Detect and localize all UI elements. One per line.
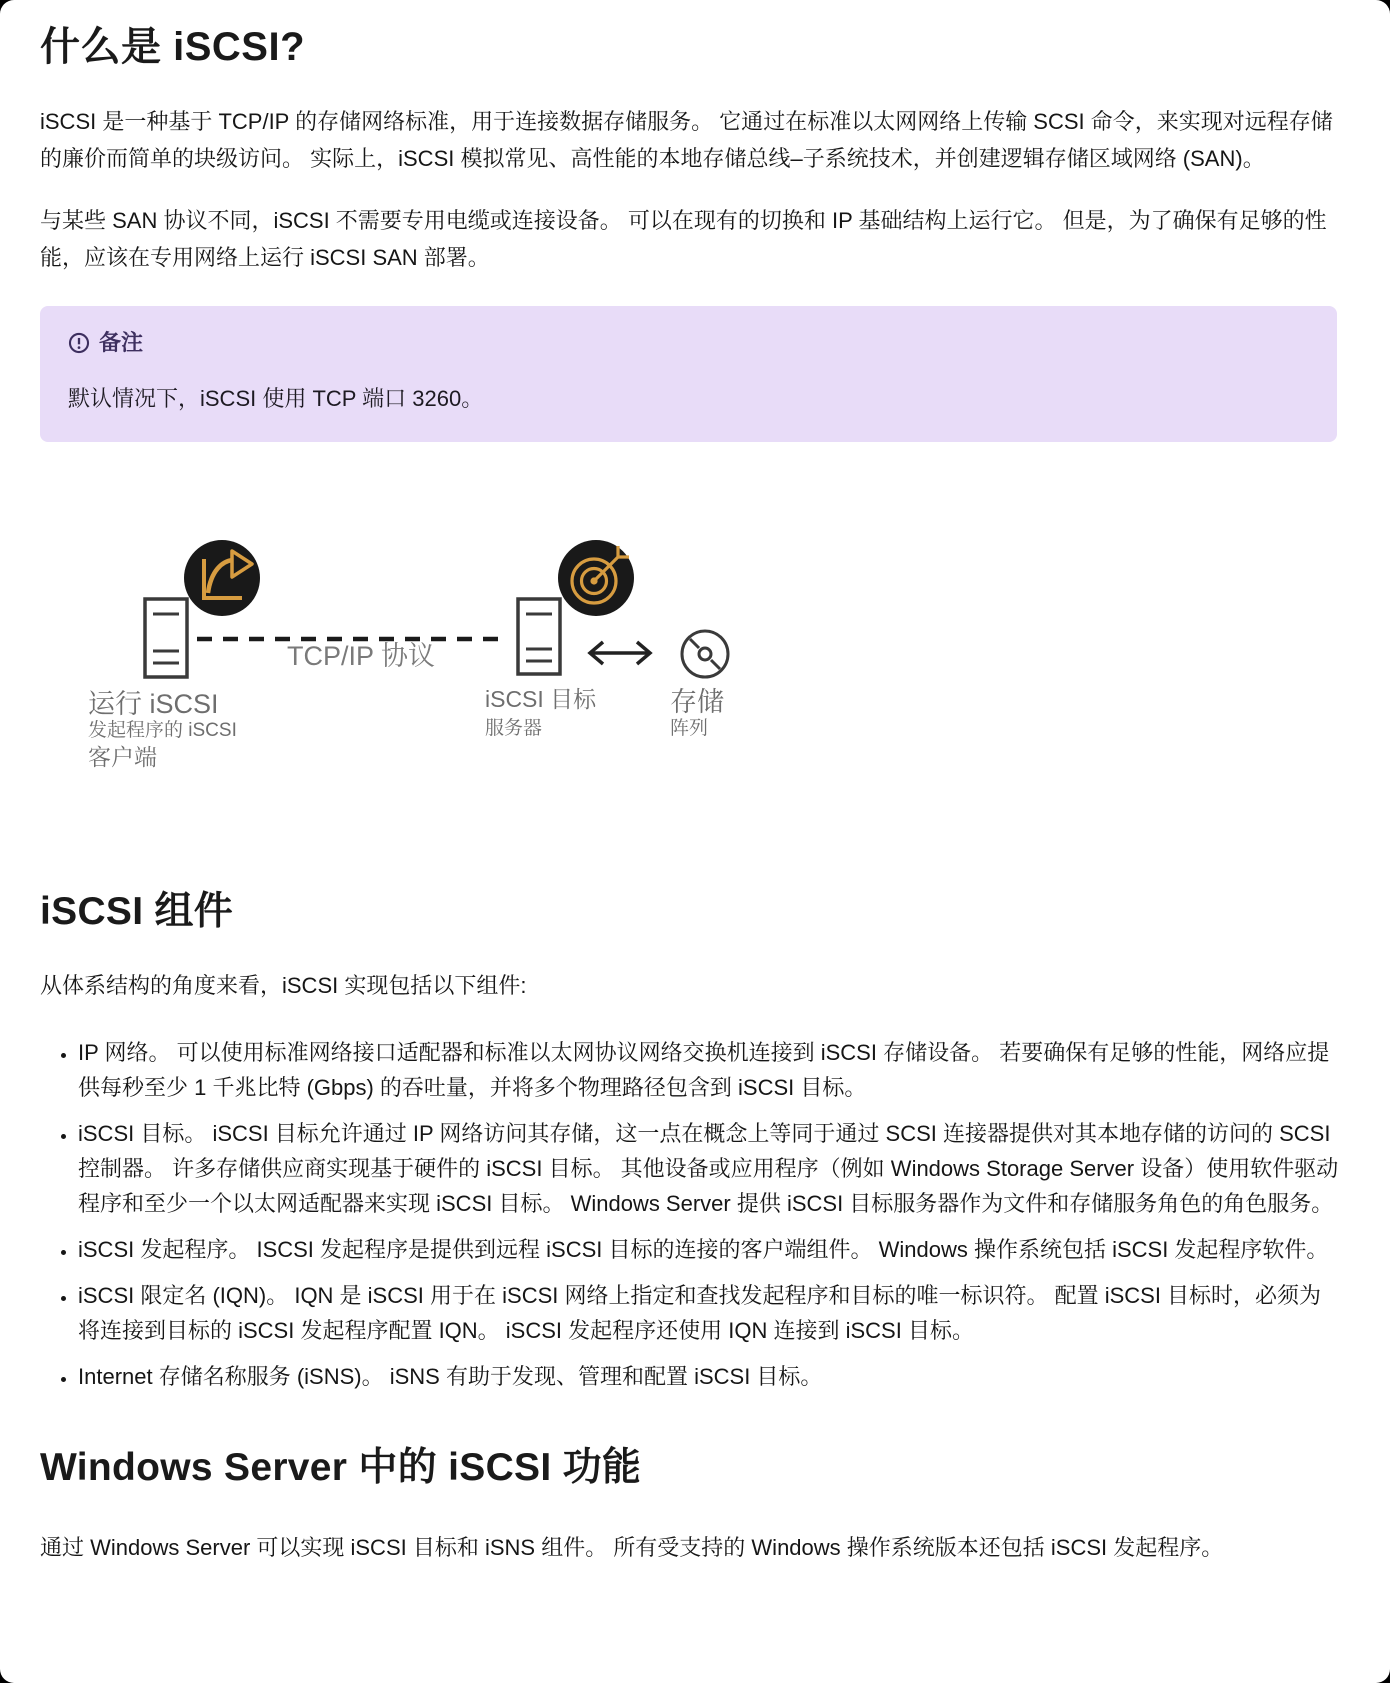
target-server-icon [518, 599, 560, 674]
client-label-line3: 客户端 [88, 744, 157, 770]
intro-paragraph-1: iSCSI 是一种基于 TCP/IP 的存储网络标准，用于连接数据存储服务。 它通过在标准以太网网络上传输 SCSI 命令，来实现对远程存储的廉价而简单的块级访问。 实际上，iSCSI 模拟常见、高性能的本地存储总线–子系统技术，并创建逻辑存储区域网络 (SAN)。 [40, 109, 1333, 171]
list-item-iscsi-target: • iSCSI 目标。 iSCSI 目标允许通过 IP 网络访问其存储，这一点在概念上等同于通过 SCSI 连接器提供对其本地存储的访问的 SCSI 控制器。 许多存储供应商实现基于硬件的 iSCSI 目标。 其他设备或应用程序（例如 Windows Storage Server 设备）使用软件驱动程序和至少一个以太网适配器来实现 iSCSI 目标。 Windows Server 提供 iSCSI 目标服务器作为文件和存储服务角色的角色服务。 [78, 1116, 1340, 1221]
components-section-heading: iSCSI 组件 [40, 890, 234, 933]
client-server-icon [145, 599, 187, 677]
features-paragraph: 通过 Windows Server 可以实现 iSCSI 目标和 iSNS 组件。 所有受支持的 Windows 操作系统版本还包括 iSCSI 发起程序。 [40, 1534, 1224, 1560]
note-header [68, 330, 1309, 356]
tcpip-link-label: TCP/IP 协议 [287, 641, 436, 671]
components-list [40, 1035, 1340, 1394]
storage-disk-icon [682, 631, 728, 677]
storage-label-line2: 阵列 [670, 718, 709, 739]
target-label-line2: 服务器 [485, 718, 543, 739]
iscsi-diagram-svg [85, 499, 745, 774]
note-text: 默认情况下，iSCSI 使用 TCP 端口 3260。 [68, 386, 484, 411]
list-item-iqn: • iSCSI 限定名 (IQN)。 IQN 是 iSCSI 用于在 iSCSI 网络上指定和查找发起程序和目标的唯一标识符。 配置 iSCSI 目标时，必须为将连接到目标的 iSCSI 发起程序配置 IQN。 iSCSI 发起程序还使用 IQN 连接到 iSCSI 目标。 [78, 1278, 1340, 1348]
bidirectional-arrow-icon [590, 642, 650, 664]
intro-paragraph-2: 与某些 SAN 协议不同，iSCSI 不需要专用电缆或连接设备。 可以在现有的切换和 IP 基础结构上运行它。 但是，为了确保有足够的性能，应该在专用网络上运行 iSCSI SAN 部署。 [40, 208, 1327, 270]
target-label-line1: iSCSI 目标 [485, 686, 597, 712]
client-label-line1: 运行 iSCSI [88, 689, 219, 719]
features-section-heading: Windows Server 中的 iSCSI 功能 [40, 1445, 642, 1489]
exclamation-circle-icon [68, 332, 90, 354]
list-item-isns: • Internet 存储名称服务 (iSNS)。 iSNS 有助于发现、管理和配置 iSCSI 目标。 [78, 1359, 1340, 1394]
iscsi-architecture-diagram [85, 499, 1340, 774]
note-title: 备注 [99, 330, 144, 355]
components-intro: 从体系结构的角度来看，iSCSI 实现包括以下组件: [40, 973, 527, 998]
page-title: 什么是 iSCSI? [40, 25, 306, 69]
initiator-badge [184, 540, 260, 616]
client-label-line2: 发起程序的 iSCSI [88, 720, 237, 741]
list-item-ip-network: • IP 网络。 可以使用标准网络接口适配器和标准以太网协议网络交换机连接到 iSCSI 存储设备。 若要确保有足够的性能，网络应提供每秒至少 1 千兆比特 (Gbps) 的吞吐量，并将多个物理路径包含到 iSCSI 目标。 [78, 1035, 1340, 1105]
note-callout [40, 306, 1337, 442]
target-badge [558, 540, 634, 616]
list-item-iscsi-initiator: • iSCSI 发起程序。 ISCSI 发起程序是提供到远程 iSCSI 目标的连接的客户端组件。 Windows 操作系统包括 iSCSI 发起程序软件。 [78, 1232, 1340, 1267]
storage-label-line1: 存储 [670, 687, 724, 717]
